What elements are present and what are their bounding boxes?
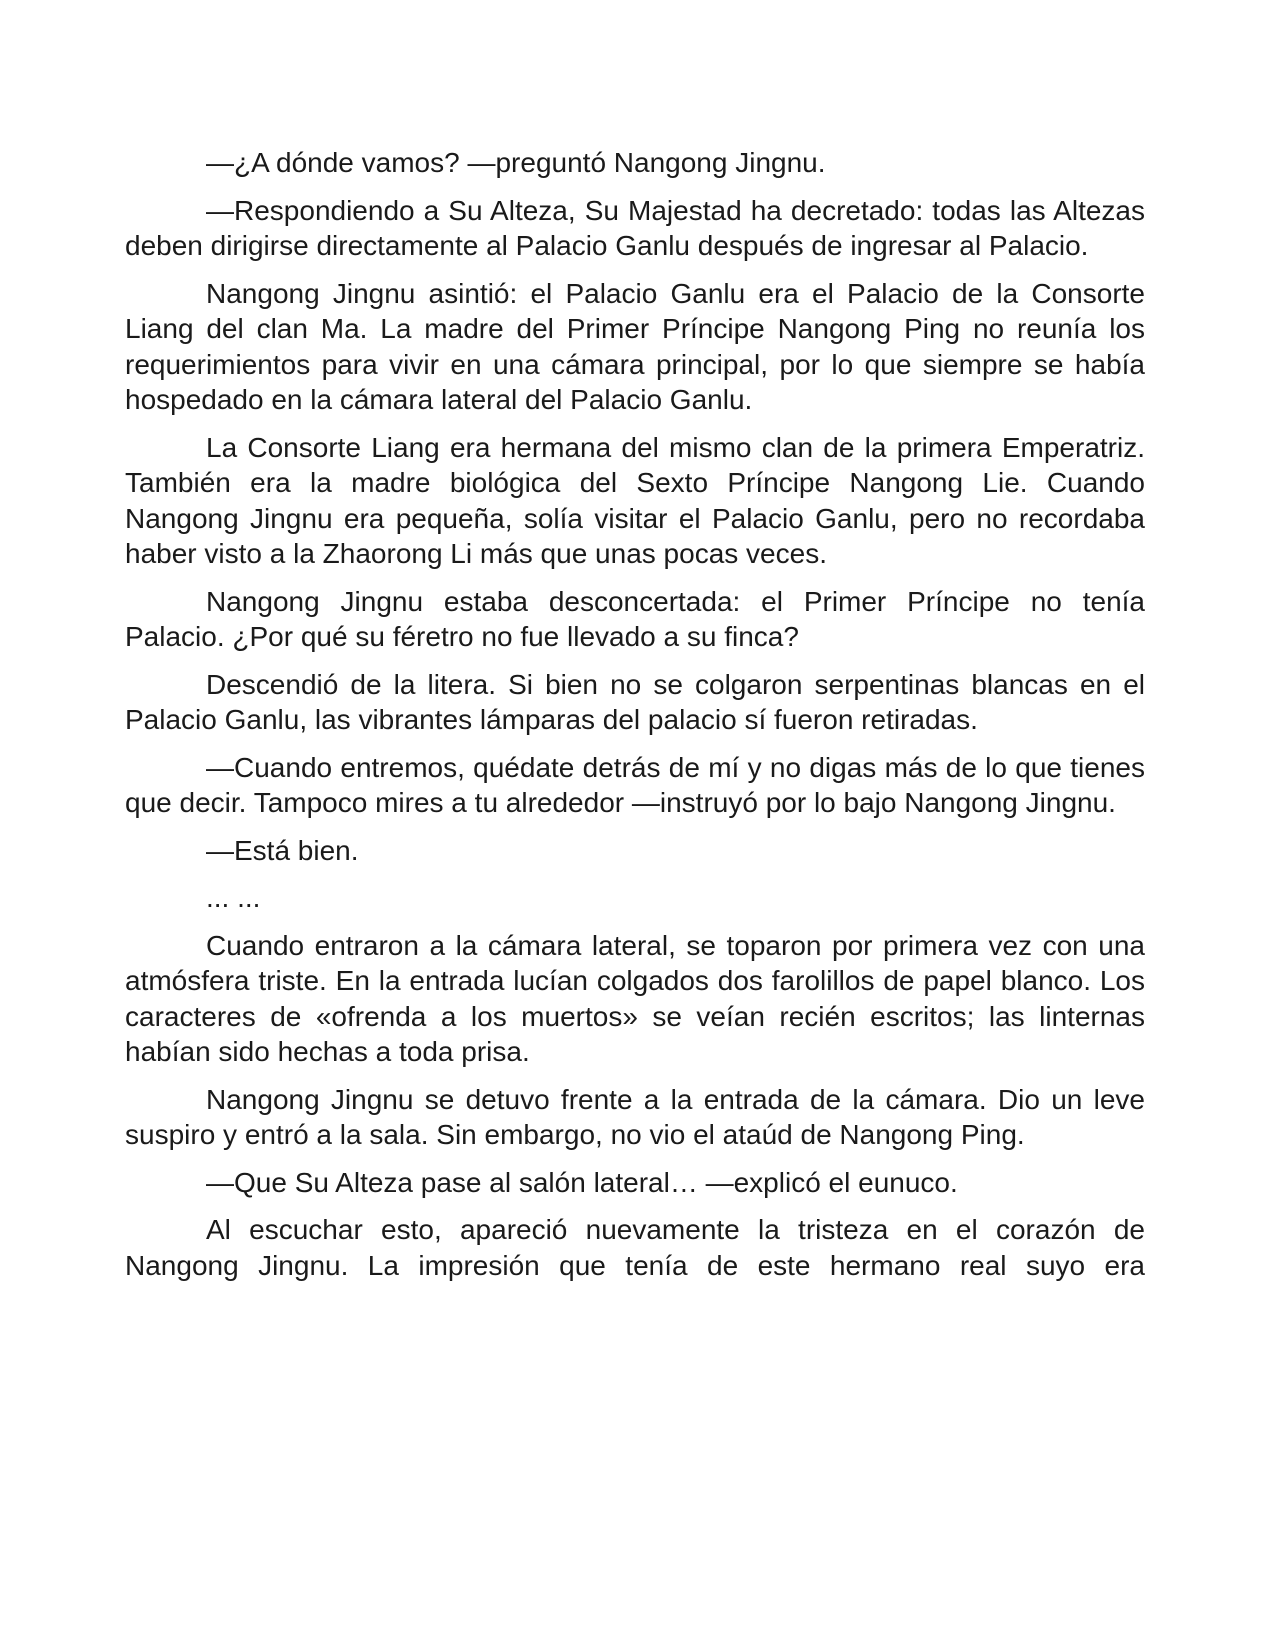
paragraph-3: Nangong Jingnu asintió: el Palacio Ganlu era el Palacio de la Consorte Liang del clan Ma. La madre del Primer Príncipe Nangong Ping no reunía los requerimientos para vivir en una cámara principal, por lo que siempre se había hospedado en la cámara lateral del Palacio Ganlu. — [125, 277, 1145, 415]
paragraph-6: Descendió de la litera. Si bien no se colgaron serpentinas blancas en el Palacio Ganlu, las vibrantes lámparas del palacio sí fueron retiradas. — [125, 668, 1145, 735]
paragraph-11: —Que Su Alteza pase al salón lateral… —explicó el eunuco. — [206, 1166, 958, 1198]
scene-break: ... ... — [206, 882, 261, 913]
paragraph-4: La Consorte Liang era hermana del mismo clan de la primera Emperatriz. También era la madre biológica del Sexto Príncipe Nangong Lie. Cuando Nangong Jingnu era pequeña, solía visitar el Palacio Ganlu, pero no recordaba haber visto a la Zhaorong Li más que unas pocas veces. — [125, 431, 1145, 569]
paragraph-2: —Respondiendo a Su Alteza, Su Majestad ha decretado: todas las Altezas deben dirigirse directamente al Palacio Ganlu después de ingresar al Palacio. — [125, 194, 1145, 261]
paragraph-8: —Está bien. — [206, 834, 359, 866]
paragraph-9: Cuando entraron a la cámara lateral, se toparon por primera vez con una atmósfera triste. En la entrada lucían colgados dos farolillos de papel blanco. Los caracteres de «ofrenda a los muertos» se veían recién escritos; las linternas habían sido hechas a toda prisa. — [125, 929, 1145, 1067]
paragraph-5: Nangong Jingnu estaba desconcertada: el Primer Príncipe no tenía Palacio. ¿Por qué su féretro no fue llevado a su finca? — [125, 585, 1145, 652]
document-body — [125, 145, 1145, 1295]
paragraph-10: Nangong Jingnu se detuvo frente a la entrada de la cámara. Dio un leve suspiro y entró a la sala. Sin embargo, no vio el ataúd de Nangong Ping. — [125, 1083, 1145, 1150]
paragraph-1: —¿A dónde vamos? —preguntó Nangong Jingnu. — [206, 147, 826, 178]
paragraph-12: Al escuchar esto, apareció nuevamente la tristeza en el corazón de Nangong Jingnu. La impresión que tenía de este hermano real suyo era — [125, 1214, 1145, 1281]
paragraph-7: —Cuando entremos, quédate detrás de mí y no digas más de lo que tienes que decir. Tampoco mires a tu alrededor —instruyó por lo bajo Nangong Jingnu. — [125, 751, 1145, 818]
